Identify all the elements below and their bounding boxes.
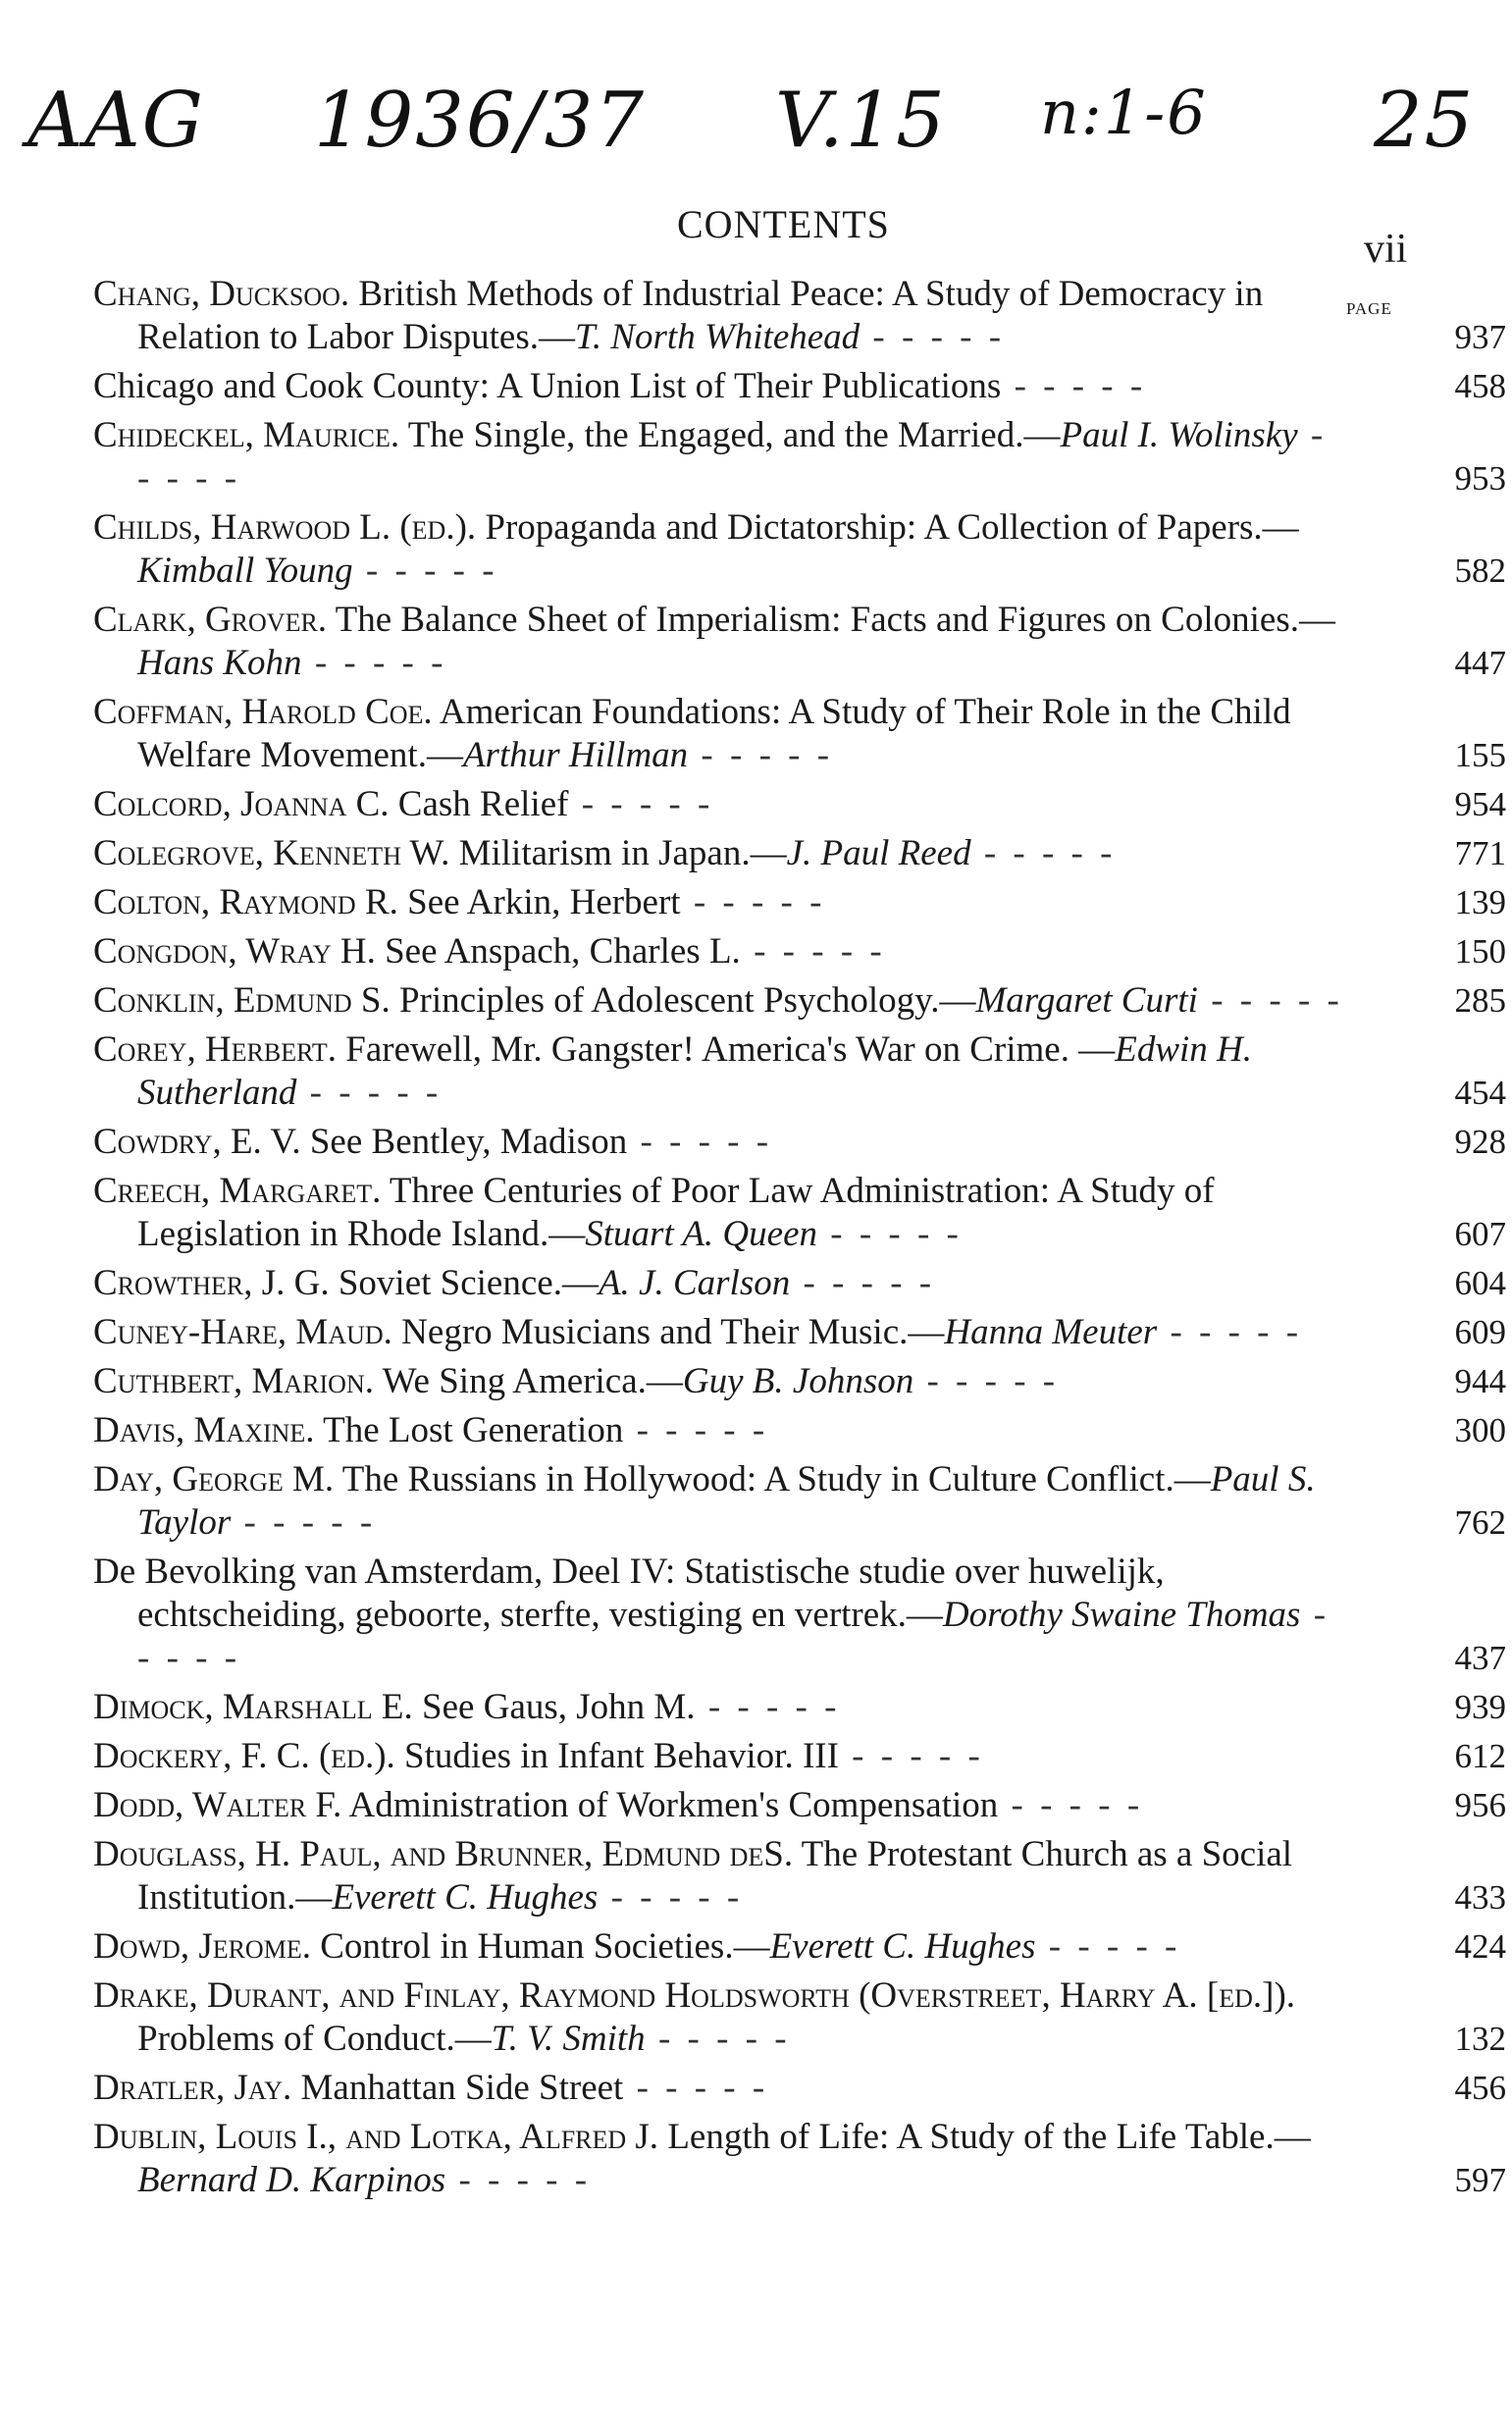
entry-page-number: 954 <box>1454 785 1506 823</box>
entry-title: The Balance Sheet of Imperialism: Facts and Figures on Colonies.— <box>335 600 1335 640</box>
entry-author: Dodd, Walter F. <box>93 1785 342 1825</box>
entry-reviewer: Edwin H. Sutherland <box>137 1029 1252 1113</box>
contents-entry <box>93 414 1506 500</box>
entry-text <box>93 1735 1349 1778</box>
leader-dashes: - - - - - <box>740 931 886 972</box>
contents-list <box>93 273 1506 2208</box>
entry-text <box>93 273 1349 359</box>
entry-title: Farewell, Mr. Gangster! America's War on Crime. — <box>345 1029 1116 1070</box>
leader-dashes: - - - - - <box>913 1361 1060 1401</box>
leader-dashes: - - - - - <box>688 735 834 775</box>
entry-text <box>93 1121 1349 1164</box>
leader-dashes: - - - - - <box>817 1214 963 1254</box>
contents-entry <box>93 832 1506 875</box>
entry-title: Chicago and Cook County: A Union List of Their Publications <box>93 366 1002 406</box>
entry-author: Dratler, Jay. <box>93 2068 292 2108</box>
contents-entry <box>93 273 1506 359</box>
entry-title: The Russians in Hollywood: A Study in Culture Conflict.— <box>341 1459 1211 1499</box>
entry-text <box>93 2067 1349 2110</box>
entry-text <box>93 691 1349 777</box>
contents-entry <box>93 1735 1506 1778</box>
leader-dashes: - - - - - <box>301 643 447 683</box>
entry-text <box>93 599 1349 685</box>
entry-author: Dockery, F. C. (ed.). <box>93 1736 395 1776</box>
entry-text <box>93 979 1349 1023</box>
entry-text <box>93 1458 1349 1545</box>
entry-title: The Single, the Engaged, and the Married.— <box>407 415 1061 455</box>
entry-page-number: 155 <box>1454 736 1506 774</box>
entry-reviewer: Everett C. Hughes <box>332 1877 599 1918</box>
entry-author: Dimock, Marshall E. <box>93 1687 413 1727</box>
contents-entry <box>93 783 1506 826</box>
entry-page-number: 139 <box>1454 883 1506 921</box>
entry-author: Day, George M. <box>93 1459 335 1499</box>
entry-reviewer: Margaret Curti <box>975 980 1198 1021</box>
entry-page-number: 447 <box>1454 644 1506 682</box>
entry-title: Studies in Infant Behavior. III <box>404 1736 839 1776</box>
entry-title: Three Centuries of Poor Law Administration: A Study of Legislation in Rhode Island.— <box>137 1171 1215 1254</box>
handwritten-note-volume: V.15 <box>775 77 947 165</box>
entry-page-number: 609 <box>1454 1313 1506 1351</box>
entry-text <box>93 1028 1349 1115</box>
entry-text <box>93 414 1349 500</box>
contents-entry <box>93 1974 1506 2061</box>
entry-text <box>93 1360 1349 1403</box>
page-number: vii <box>1364 227 1408 272</box>
entry-text <box>93 1925 1349 1969</box>
entry-title: We Sing America.— <box>382 1361 683 1401</box>
entry-text <box>93 1311 1349 1354</box>
entry-title: Principles of Adolescent Psychology.— <box>398 980 976 1021</box>
entry-title: Negro Musicians and Their Music.— <box>401 1312 945 1352</box>
entry-reviewer: Arthur Hillman <box>462 735 689 775</box>
entry-author: Douglass, H. Paul, and Brunner, Edmund deS. <box>93 1834 794 1874</box>
entry-reviewer: T. North Whitehead <box>575 317 860 357</box>
leader-dashes: - - - - - <box>231 1502 377 1543</box>
entry-text <box>93 365 1349 408</box>
entry-page-number: 437 <box>1454 1639 1506 1677</box>
contents-entry <box>93 1784 1506 1827</box>
entry-title: Militarism in Japan.— <box>458 833 787 873</box>
leader-dashes: - - - - - <box>838 1736 984 1776</box>
entry-author: Coffman, Harold Coe. <box>93 692 433 732</box>
contents-entry <box>93 2067 1506 2110</box>
entry-page-number: 150 <box>1454 932 1506 971</box>
entry-title: Soviet Science.— <box>338 1263 599 1303</box>
contents-entry <box>93 365 1506 408</box>
leader-dashes: - - - - - <box>1001 366 1147 406</box>
entry-text <box>93 1409 1349 1452</box>
leader-dashes: - - - - - <box>627 1122 773 1162</box>
entry-author: Chang, Ducksoo. <box>93 274 350 314</box>
leader-dashes: - - - - - <box>623 2068 769 2108</box>
entry-text <box>93 1784 1349 1827</box>
entry-page-number: 456 <box>1454 2069 1506 2107</box>
leader-dashes: - - - - - <box>296 1073 443 1113</box>
leader-dashes: - - - - - <box>623 1410 769 1450</box>
entry-page-number: 937 <box>1454 318 1506 356</box>
handwritten-note-year: 1936/37 <box>314 77 647 165</box>
entry-page-number: 771 <box>1454 834 1506 872</box>
entry-author: Cowdry, E. V. <box>93 1122 301 1162</box>
entry-page-number: 953 <box>1454 459 1506 498</box>
entry-text <box>93 506 1349 593</box>
entry-title: Control in Human Societies.— <box>320 1926 770 1967</box>
entry-title: Length of Life: A Study of the Life Table.— <box>667 2117 1311 2157</box>
leader-dashes: - - - - - <box>445 2160 592 2200</box>
entry-title: Propaganda and Dictatorship: A Collection of Papers.— <box>485 507 1299 548</box>
handwritten-note-right: 25 <box>1374 77 1476 165</box>
handwritten-note-left: AAG <box>27 77 205 165</box>
entry-author: Colegrove, Kenneth W. <box>93 833 450 873</box>
contents-entry <box>93 1925 1506 1969</box>
entry-title: The Protestant Church as a Social Institution.— <box>137 1834 1293 1918</box>
entry-author: Cuthbert, Marion. <box>93 1361 374 1401</box>
entry-text <box>93 881 1349 924</box>
entry-reviewer: Paul S. Taylor <box>137 1459 1316 1543</box>
leader-dashes: - - - - - <box>1197 980 1343 1021</box>
leader-dashes: - - - - - <box>1157 1312 1303 1352</box>
entry-reviewer: T. V. Smith <box>491 2019 646 2059</box>
entry-reviewer: Stuart A. Queen <box>585 1214 817 1254</box>
contents-entry <box>93 1833 1506 1920</box>
entry-author: Congdon, Wray H. <box>93 931 376 972</box>
leader-dashes: - - - - - <box>352 551 498 591</box>
leader-dashes: - - - - - <box>137 415 1328 499</box>
entry-author: Corey, Herbert. <box>93 1029 338 1070</box>
entry-text <box>93 783 1349 826</box>
entry-title: De Bevolking van Amsterdam, Deel IV: Statistische studie over huwelijk, echtscheiding, geboorte, sterfte, vestiging en vertrek.— <box>93 1552 1165 1635</box>
contents-entry <box>93 1170 1506 1256</box>
entry-reviewer: J. Paul Reed <box>786 833 971 873</box>
entry-title: See Bentley, Madison <box>309 1122 628 1162</box>
leader-dashes: - - - - - <box>645 2019 791 2059</box>
entry-reviewer: Everett C. Hughes <box>769 1926 1036 1967</box>
entry-text <box>93 930 1349 973</box>
entry-title: British Methods of Industrial Peace: A Study of Democracy in Relation to Labor Disputes.— <box>137 274 1264 357</box>
entry-reviewer: Dorothy Swaine Thomas <box>942 1595 1301 1635</box>
entry-author: Dublin, Louis I., and Lotka, Alfred J. <box>93 2117 659 2157</box>
entry-author: Drake, Durant, and Finlay, Raymond Holdsworth (Overstreet, Harry A. [ed.]). <box>93 1975 1296 2016</box>
leader-dashes: - - - - - <box>598 1877 744 1918</box>
entry-text <box>93 832 1349 875</box>
leader-dashes: - - - - - <box>1035 1926 1181 1967</box>
entry-author: Childs, Harwood L. (ed.). <box>93 507 477 548</box>
contents-entry <box>93 1028 1506 1115</box>
contents-entry <box>93 979 1506 1023</box>
leader-dashes: - - - - - <box>860 317 1006 357</box>
entry-page-number: 928 <box>1454 1123 1506 1161</box>
entry-text <box>93 1974 1349 2061</box>
entry-page-number: 597 <box>1454 2161 1506 2199</box>
contents-entry <box>93 930 1506 973</box>
entry-title: The Lost Generation <box>323 1410 624 1450</box>
entry-text <box>93 1262 1349 1305</box>
leader-dashes: - - - - - <box>695 1687 841 1727</box>
entry-text <box>93 1170 1349 1256</box>
contents-entry <box>93 1551 1506 1680</box>
entry-title: See Gaus, John M. <box>422 1687 696 1727</box>
leader-dashes: - - - - - <box>790 1263 936 1303</box>
entry-text <box>93 1551 1349 1680</box>
contents-entry <box>93 1458 1506 1545</box>
entry-page-number: 458 <box>1454 367 1506 405</box>
entry-reviewer: Hans Kohn <box>137 643 302 683</box>
entry-page-number: 944 <box>1454 1362 1506 1400</box>
entry-text <box>93 1833 1349 1920</box>
contents-entry <box>93 881 1506 924</box>
entry-title: American Foundations: A Study of Their Role in the Child Welfare Movement.— <box>137 692 1291 775</box>
leader-dashes: - - - - - <box>568 784 714 824</box>
entry-title: Manhattan Side Street <box>300 2068 624 2108</box>
entry-reviewer: Kimball Young <box>137 551 353 591</box>
entry-text <box>93 1686 1349 1729</box>
entry-page-number: 424 <box>1454 1927 1506 1966</box>
handwritten-note-numbers: n:1-6 <box>1040 77 1208 148</box>
entry-author: Clark, Grover. <box>93 600 328 640</box>
contents-entry <box>93 1262 1506 1305</box>
entry-page-number: 607 <box>1454 1215 1506 1253</box>
contents-entry <box>93 2116 1506 2202</box>
entry-reviewer: Hanna Meuter <box>944 1312 1158 1352</box>
leader-dashes: - - - - - <box>137 1595 1330 1678</box>
leader-dashes: - - - - - <box>680 882 826 922</box>
contents-entry <box>93 1409 1506 1452</box>
entry-page-number: 604 <box>1454 1264 1506 1302</box>
entry-page-number: 612 <box>1454 1737 1506 1775</box>
leader-dashes: - - - - - <box>998 1785 1144 1825</box>
entry-title: Cash Relief <box>397 784 569 824</box>
entry-page-number: 285 <box>1454 981 1506 1020</box>
entry-title: Administration of Workmen's Compensation <box>348 1785 999 1825</box>
entry-author: Conklin, Edmund S. <box>93 980 391 1021</box>
entry-author: Chideckel, Maurice. <box>93 415 400 455</box>
entry-author: Colton, Raymond R. <box>93 882 398 922</box>
entry-page-number: 956 <box>1454 1786 1506 1824</box>
entry-page-number: 582 <box>1454 552 1506 590</box>
entry-title: Problems of Conduct.— <box>137 2019 492 2059</box>
contents-entry <box>93 1311 1506 1354</box>
entry-reviewer: Guy B. Johnson <box>682 1361 914 1401</box>
page-title: CONTENTS <box>677 202 890 246</box>
page-column-label: PAGE <box>1346 299 1392 318</box>
entry-reviewer: Bernard D. Karpinos <box>137 2160 446 2200</box>
entry-page-number: 300 <box>1454 1411 1506 1449</box>
contents-entry <box>93 1121 1506 1164</box>
entry-author: Creech, Margaret. <box>93 1171 382 1211</box>
entry-page-number: 762 <box>1454 1503 1506 1542</box>
entry-author: Cuney-Hare, Maud. <box>93 1312 392 1352</box>
contents-entry <box>93 506 1506 593</box>
entry-reviewer: A. J. Carlson <box>598 1263 791 1303</box>
entry-text <box>93 2116 1349 2202</box>
contents-entry <box>93 599 1506 685</box>
contents-entry <box>93 691 1506 777</box>
entry-page-number: 433 <box>1454 1878 1506 1917</box>
contents-entry <box>93 1360 1506 1403</box>
entry-page-number: 939 <box>1454 1688 1506 1726</box>
entry-title: See Arkin, Herbert <box>407 882 681 922</box>
entry-author: Dowd, Jerome. <box>93 1926 311 1967</box>
entry-page-number: 132 <box>1454 2020 1506 2058</box>
entry-author: Davis, Maxine. <box>93 1410 315 1450</box>
entry-author: Colcord, Joanna C. <box>93 784 390 824</box>
entry-page-number: 454 <box>1454 1074 1506 1112</box>
leader-dashes: - - - - - <box>970 833 1117 873</box>
entry-reviewer: Paul I. Wolinsky <box>1060 415 1298 455</box>
entry-title: See Anspach, Charles L. <box>385 931 741 972</box>
entry-author: Crowther, J. G. <box>93 1263 330 1303</box>
contents-entry <box>93 1686 1506 1729</box>
